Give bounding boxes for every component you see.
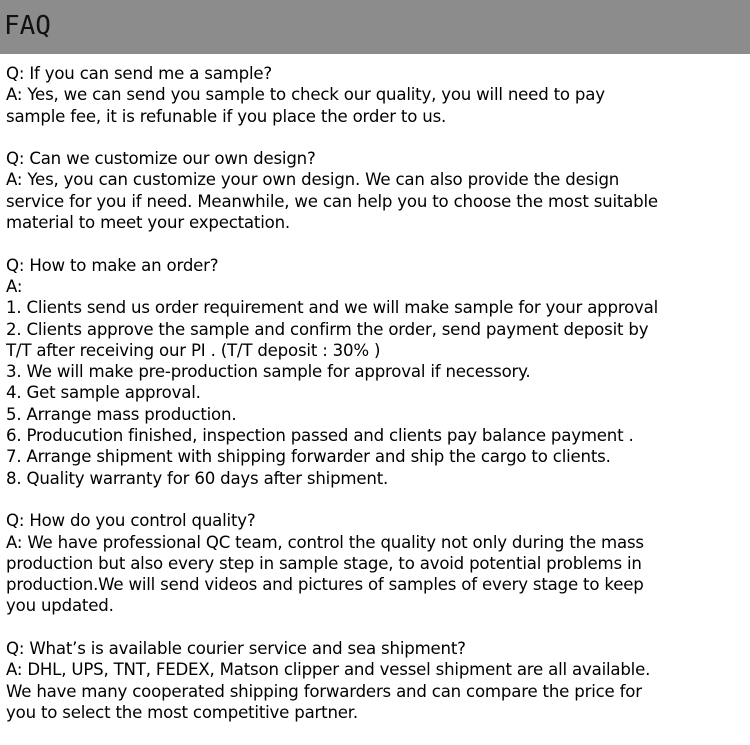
- order-step-1: 1. Clients send us order requirement and we will make sample for your approval: [6, 298, 659, 318]
- faq-item-order: [6, 255, 748, 489]
- question-order: Q: How to make an order?: [6, 255, 219, 275]
- answer-shipping-line-2: We have many cooperated shipping forwarders and can compare the price for: [6, 681, 642, 701]
- answer-sample-line-1: A: Yes, we can send you sample to check our quality, you will need to pay: [6, 85, 605, 105]
- order-step-5: 5. Arrange mass production.: [6, 404, 237, 424]
- answer-customize-line-3: material to meet your expectation.: [6, 213, 290, 233]
- faq-title: FAQ: [4, 11, 51, 41]
- answer-quality-line-4: you updated.: [6, 596, 114, 616]
- order-step-3: 3. We will make pre-production sample for approval if necessory.: [6, 362, 531, 382]
- answer-order-label: A:: [6, 276, 23, 296]
- faq-content: [6, 63, 748, 745]
- faq-item-sample: [6, 63, 748, 127]
- question-sample: Q: If you can send me a sample?: [6, 64, 272, 83]
- order-step-6: 6. Producution finished, inspection passed and clients pay balance payment .: [6, 426, 634, 446]
- answer-quality-line-2: production but also every step in sample stage, to avoid potential problems in: [6, 553, 642, 573]
- question-shipping: Q: What’s is available courier service and sea shipment?: [6, 639, 466, 659]
- answer-quality-line-1: A: We have professional QC team, control the quality not only during the mass: [6, 532, 644, 552]
- order-step-4: 4. Get sample approval.: [6, 383, 201, 403]
- order-step-8: 8. Quality warranty for 60 days after shipment.: [6, 468, 389, 488]
- answer-quality-line-3: production.We will send videos and pictures of samples of every stage to keep: [6, 575, 644, 595]
- order-step-2-line-2: T/T after receiving our PI . (T/T deposit : 30% ): [6, 340, 381, 360]
- answer-customize-line-2: service for you if need. Meanwhile, we can help you to choose the most suitable: [6, 191, 658, 211]
- answer-shipping-line-3: you to select the most competitive partner.: [6, 702, 358, 722]
- faq-item-quality: [6, 510, 748, 616]
- question-customize: Q: Can we customize our own design?: [6, 149, 316, 169]
- order-step-2-line-1: 2. Clients approve the sample and confirm the order, send payment deposit by: [6, 319, 649, 339]
- answer-sample-line-2: sample fee, it is refunable if you place the order to us.: [6, 106, 447, 126]
- faq-header-bar: [0, 0, 750, 54]
- faq-item-customize: [6, 148, 748, 233]
- answer-shipping-line-1: A: DHL, UPS, TNT, FEDEX, Matson clipper and vessel shipment are all available.: [6, 660, 651, 680]
- order-step-7: 7. Arrange shipment with shipping forwarder and ship the cargo to clients.: [6, 447, 611, 467]
- question-quality: Q: How do you control quality?: [6, 511, 256, 531]
- faq-item-shipping: [6, 638, 748, 723]
- answer-customize-line-1: A: Yes, you can customize your own design. We can also provide the design: [6, 170, 620, 190]
